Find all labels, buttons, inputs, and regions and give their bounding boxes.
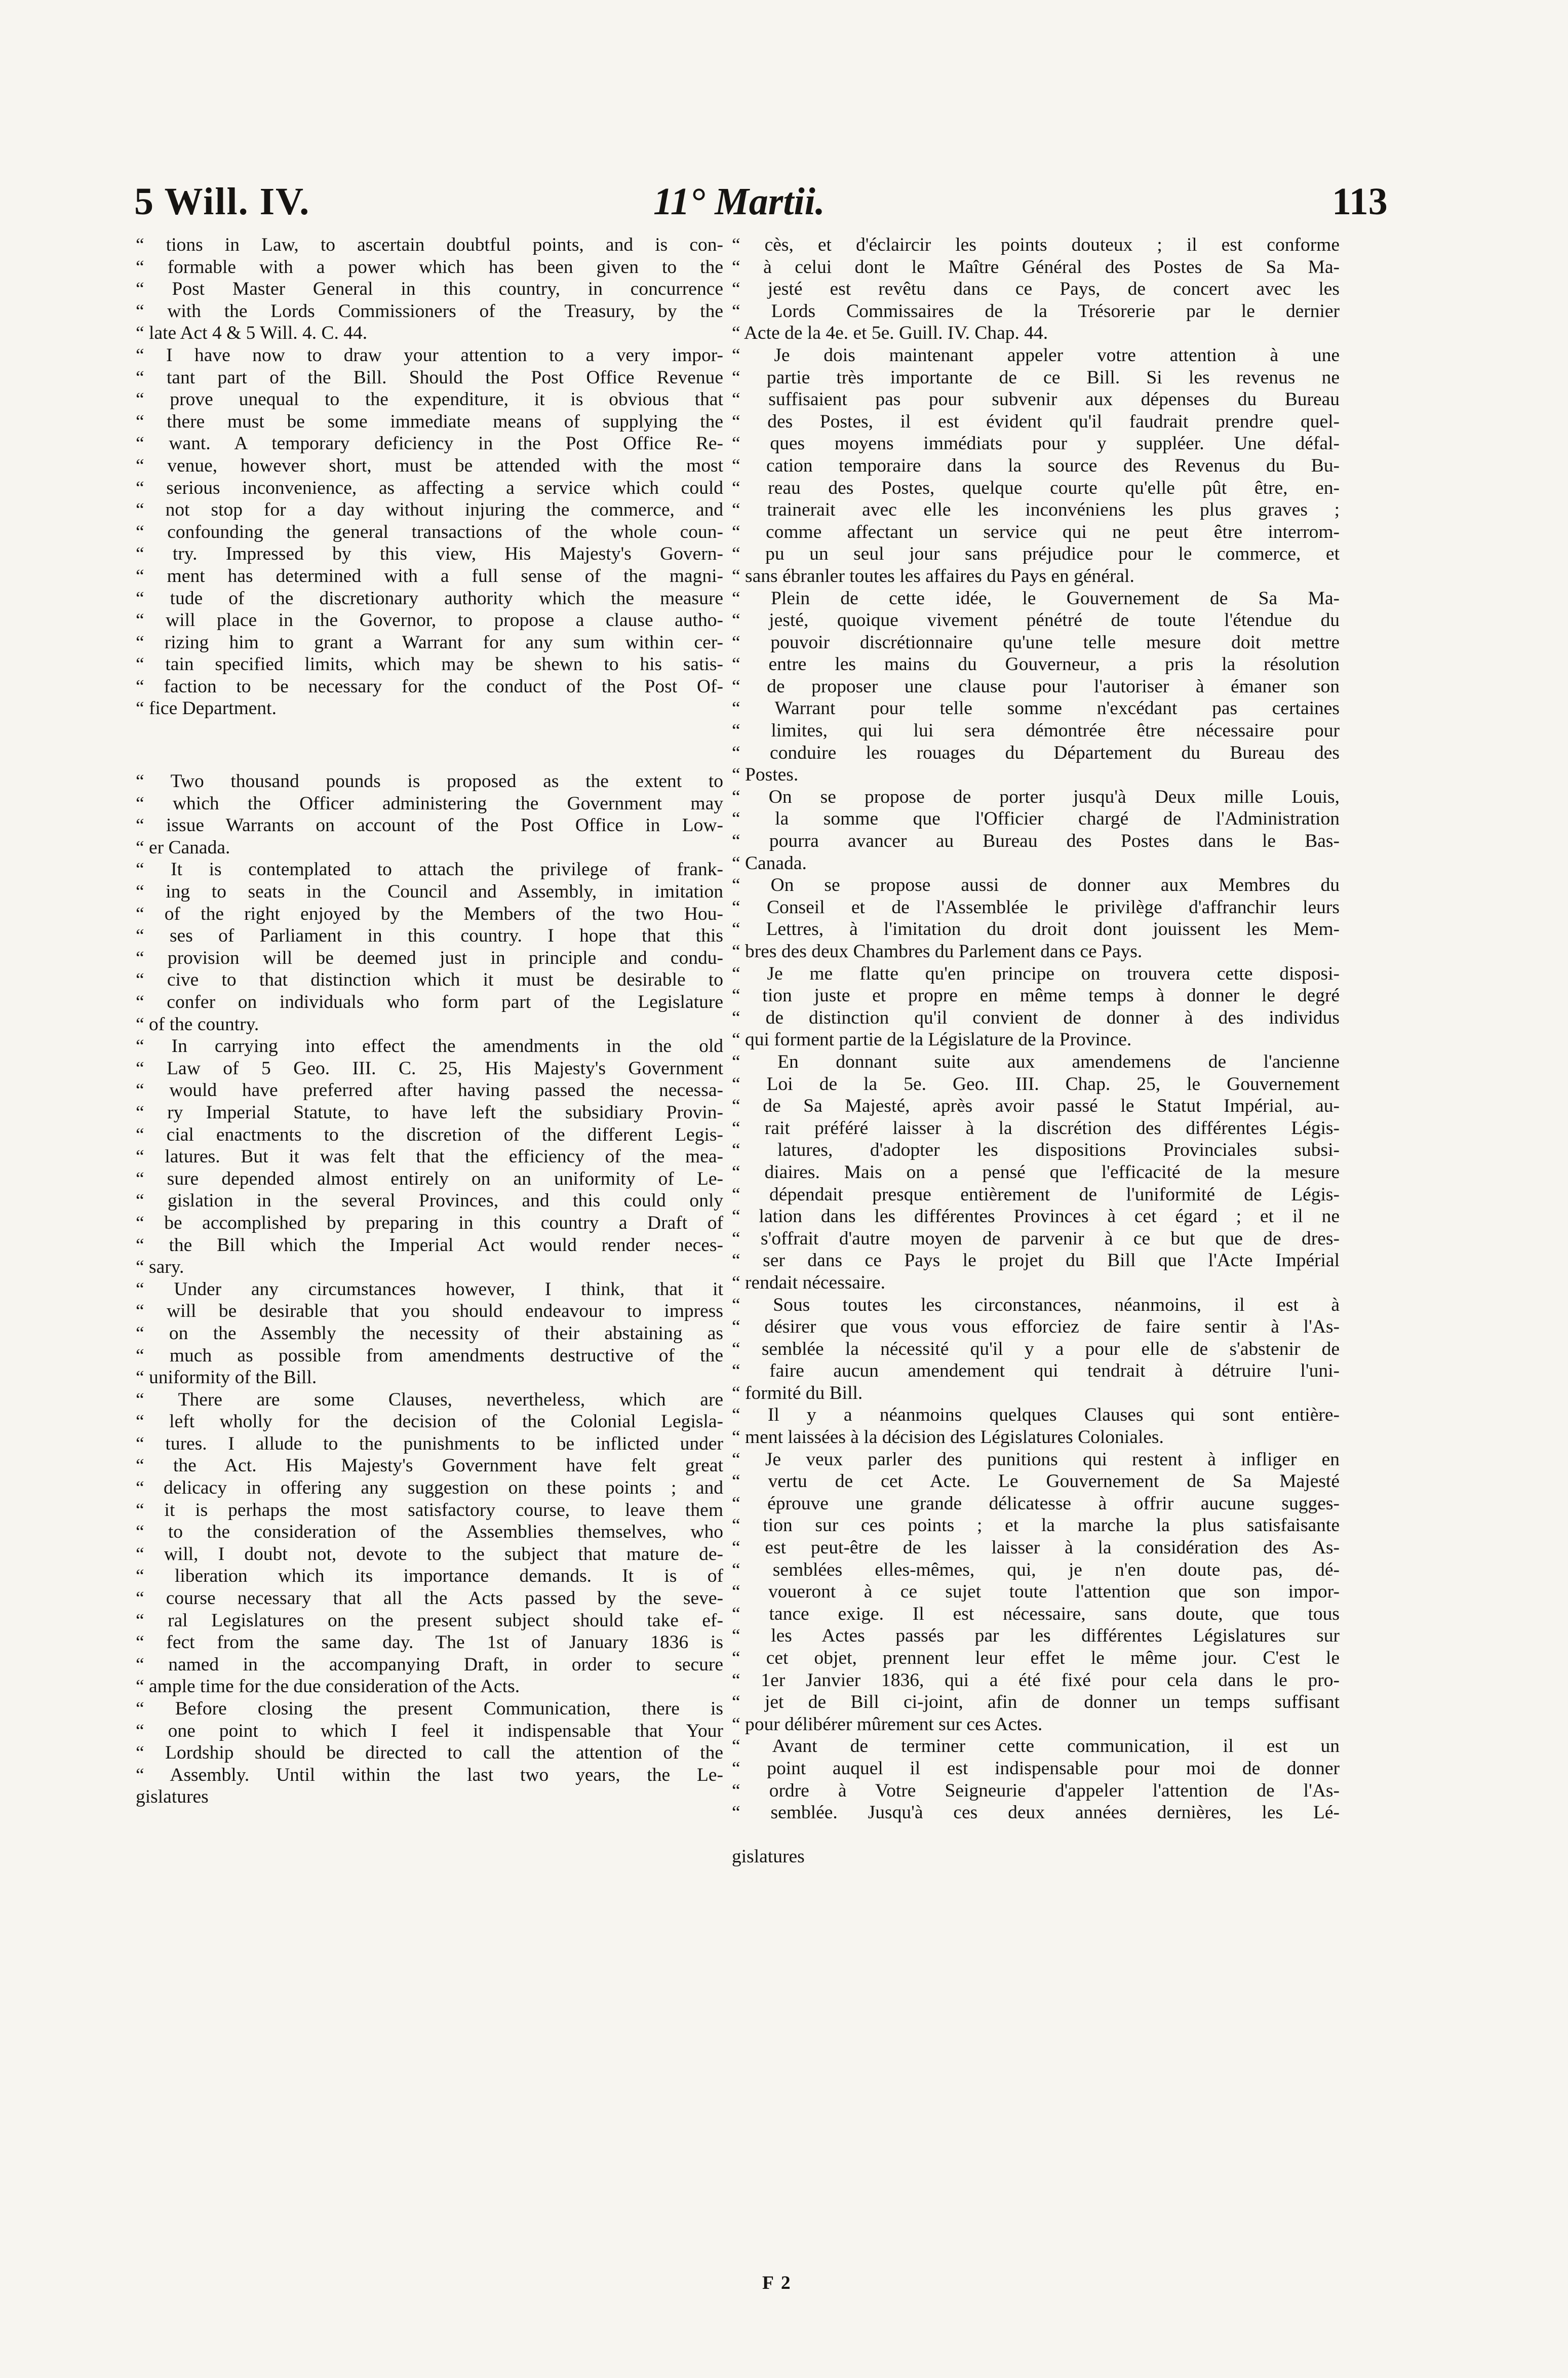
text-line: “ confer on individuals who form part of the Legislature xyxy=(136,992,723,1012)
text-line: “ Je me flatte qu'en principe on trouvera cette disposi- xyxy=(732,963,1340,984)
text-line: “ cet objet, prennent leur effet le même jour. C'est le xyxy=(732,1648,1340,1668)
text-line: “ tions in Law, to ascertain doubtful points, and is con- xyxy=(136,235,723,255)
text-line: “ would have preferred after having passed the necessa- xyxy=(136,1080,723,1101)
text-line: “ Conseil et de l'Assemblée le privilège d'affranchir leurs xyxy=(732,896,1340,918)
text-line: “ It is contemplated to attach the privilege of frank- xyxy=(136,859,723,880)
text-line: “ the Act. His Majesty's Government have felt great xyxy=(136,1455,723,1476)
text-line: “ venue, however short, must be attended with the most xyxy=(136,455,723,476)
text-line: “ er Canada. xyxy=(136,837,230,858)
text-line: “ ses of Parliament in this country. I hope that this xyxy=(136,925,723,947)
text-line: “ les Actes passés par les différentes Législatures sur xyxy=(732,1625,1340,1647)
text-line: “ liberation which its importance demands. It is of xyxy=(136,1566,723,1587)
text-line: “ uniformity of the Bill. xyxy=(136,1367,317,1388)
text-line: “ la somme que l'Officier chargé de l'Administration xyxy=(732,808,1340,830)
text-line: “ course necessary that all the Acts passed by the seve- xyxy=(136,1588,723,1609)
text-line: “ the Bill which the Imperial Act would render neces- xyxy=(136,1234,723,1256)
text-line: “ éprouve une grande délicatesse à offrir aucune sugges- xyxy=(732,1493,1340,1514)
text-line: “ ordre à Votre Seigneurie d'appeler l'attention de l'As- xyxy=(732,1780,1340,1801)
text-line: “ conduire les rouages du Département du Bureau des xyxy=(732,742,1340,763)
text-line: “ provision will be deemed just in principle and condu- xyxy=(136,947,723,968)
text-line: “ reau des Postes, quelque courte qu'elle pût être, en- xyxy=(732,477,1340,498)
text-line: “ de proposer une clause pour l'autoriser à émaner son xyxy=(732,676,1340,697)
text-line: “ of the country. xyxy=(136,1013,259,1035)
text-line: “ of the right enjoyed by the Members of the two Hou- xyxy=(136,903,723,924)
text-line: “ sans ébranler toutes les affaires du Pays en général. xyxy=(732,565,1134,587)
text-line: “ ry Imperial Statute, to have left the subsidiary Provin- xyxy=(136,1102,723,1123)
text-line: “ Before closing the present Communication, there is xyxy=(136,1698,723,1719)
text-line: “ fect from the same day. The 1st of January 1836 is xyxy=(136,1632,723,1653)
text-line: “ vertu de cet Acte. Le Gouvernement de Sa Majesté xyxy=(732,1471,1340,1492)
text-line: “ it is perhaps the most satisfactory course, to leave them xyxy=(136,1499,723,1521)
text-line: “ formable with a power which has been given to the xyxy=(136,256,723,278)
regnal-year: 5 Will. IV. xyxy=(134,180,310,223)
text-line: “ Acte de la 4e. et 5e. Guill. IV. Chap. 44. xyxy=(732,323,1048,344)
text-line: “ tion sur ces points ; et la marche la plus satisfaisante xyxy=(732,1515,1340,1536)
text-line: “ partie très importante de ce Bill. Si les revenus ne xyxy=(732,367,1340,388)
text-line: “ latures, d'adopter les dispositions Provinciales subsi- xyxy=(732,1140,1340,1161)
french-column xyxy=(732,234,1340,1868)
text-line: “ Assembly. Until within the last two years, the Le- xyxy=(136,1764,723,1785)
text-line: “ There are some Clauses, nevertheless, which are xyxy=(136,1389,723,1410)
text-line: “ pouvoir discrétionnaire qu'une telle mesure doit mettre xyxy=(732,632,1340,653)
text-line: “ tain specified limits, which may be shewn to his satis- xyxy=(136,654,723,675)
text-line: “ to the consideration of the Assemblies themselves, who xyxy=(136,1522,723,1543)
text-line: “ qui forment partie de la Législature de la Province. xyxy=(732,1029,1132,1050)
english-column xyxy=(136,234,723,1808)
text-line: “ Avant de terminer cette communication, il est un xyxy=(732,1736,1340,1757)
text-line: “ pour délibérer mûrement sur ces Actes. xyxy=(732,1713,1043,1735)
text-line: “ cès, et d'éclaircir les points douteux ; il est conforme xyxy=(732,235,1340,255)
text-line: “ left wholly for the decision of the Colonial Legisla- xyxy=(136,1411,723,1432)
text-line: “ Warrant pour telle somme n'excédant pas certaines xyxy=(732,698,1340,719)
text-line: “ will be desirable that you should endeavour to impress xyxy=(136,1301,723,1322)
text-line: “ point auquel il est indispensable pour moi de donner xyxy=(732,1758,1340,1779)
text-line: “ Law of 5 Geo. III. C. 25, His Majesty's Government xyxy=(136,1058,723,1079)
text-line: “ pourra avancer au Bureau des Postes dans le Bas- xyxy=(732,831,1340,852)
text-line: “ comme affectant un service qui ne peut être interrom- xyxy=(732,521,1340,542)
text-line: “ tant part of the Bill. Should the Post Office Revenue xyxy=(136,367,723,388)
text-line: “ désirer que vous vous efforciez de faire sentir à l'As- xyxy=(732,1316,1340,1338)
text-line: “ be accomplished by preparing in this country a Draft of xyxy=(136,1212,723,1233)
text-line: “ faction to be necessary for the conduct of the Post Of- xyxy=(136,676,723,697)
text-line: “ cive to that distinction which it must be desirable to xyxy=(136,969,723,991)
text-line: “ rizing him to grant a Warrant for any sum within cer- xyxy=(136,632,723,653)
text-line: “ try. Impressed by this view, His Majesty's Govern- xyxy=(136,543,723,565)
text-line: “ suffisaient pas pour subvenir aux dépenses du Bureau xyxy=(732,389,1340,410)
text-line: “ gislation in the several Provinces, and this could only xyxy=(136,1190,723,1212)
text-line: “ I have now to draw your attention to a very impor- xyxy=(136,344,723,366)
text-line: “ on the Assembly the necessity of their abstaining as xyxy=(136,1322,723,1344)
text-line: “ latures. But it was felt that the efficiency of the mea- xyxy=(136,1146,723,1167)
text-line: “ tion juste et propre en même temps à donner le degré xyxy=(732,985,1340,1006)
text-line: gislatures xyxy=(136,1786,209,1808)
text-line: “ serious inconvenience, as affecting a service which could xyxy=(136,477,723,498)
session-date: 11° Martii. xyxy=(653,180,825,223)
text-line: “ pu un seul jour sans préjudice pour le commerce, et xyxy=(732,543,1340,565)
text-line: “ jesté, quoique vivement pénétré de toute l'étendue du xyxy=(732,610,1340,631)
text-line: “ lation dans les différentes Provinces à cet égard ; et il ne xyxy=(732,1206,1340,1227)
text-line: “ tance exige. Il est nécessaire, sans doute, que tous xyxy=(732,1603,1340,1624)
text-line: “ ment has determined with a full sense of the magni- xyxy=(136,565,723,587)
text-line: “ rait préféré laisser à la discrétion des différentes Légis- xyxy=(732,1117,1340,1139)
text-line: “ formité du Bill. xyxy=(732,1382,863,1404)
text-line: “ Canada. xyxy=(732,852,807,874)
text-line: “ s'offrait d'autre moyen de parvenir à ce but que de dres- xyxy=(732,1228,1340,1249)
text-line: “ Post Master General in this country, in concurrence xyxy=(136,279,723,300)
text-line: “ confounding the general transactions of the whole coun- xyxy=(136,521,723,542)
text-line: “ late Act 4 & 5 Will. 4. C. 44. xyxy=(136,323,368,344)
text-line: “ jet de Bill ci-joint, afin de donner un temps suffisant xyxy=(732,1692,1340,1713)
text-line: “ de distinction qu'il convient de donner à des individus xyxy=(732,1007,1340,1028)
text-line: “ On se propose aussi de donner aux Membres du xyxy=(732,875,1340,896)
text-line: “ jesté est revêtu dans ce Pays, de concert avec les xyxy=(732,279,1340,300)
text-line: “ dépendait presque entièrement de l'uniformité de Légis- xyxy=(732,1184,1340,1205)
text-line: “ semblée. Jusqu'à ces deux années dernières, les Lé- xyxy=(732,1802,1340,1823)
text-line: “ trainerait avec elle les inconvéniens les plus graves ; xyxy=(732,499,1340,521)
text-line: “ à celui dont le Maître Général des Postes de Sa Ma- xyxy=(732,256,1340,278)
text-line: gislatures xyxy=(732,1846,805,1867)
text-line: “ which the Officer administering the Government may xyxy=(136,793,723,814)
text-line: “ want. A temporary deficiency in the Post Office Re- xyxy=(136,433,723,454)
text-line: “ sary. xyxy=(136,1257,184,1278)
text-line: “ 1er Janvier 1836, qui a été fixé pour cela dans le pro- xyxy=(732,1669,1340,1691)
text-line: “ issue Warrants on account of the Post Office in Low- xyxy=(136,815,723,836)
text-line: “ En donnant suite aux amendemens de l'ancienne xyxy=(732,1051,1340,1072)
text-line: “ cation temporaire dans la source des Revenus du Bu- xyxy=(732,455,1340,476)
text-line: “ prove unequal to the expenditure, it is obvious that xyxy=(136,389,723,410)
text-line: “ ser dans ce Pays le projet du Bill que l'Acte Impérial xyxy=(732,1250,1340,1271)
text-line: “ Under any circumstances however, I think, that it xyxy=(136,1278,723,1300)
text-line: “ ample time for the due consideration of the Acts. xyxy=(136,1676,520,1697)
text-line: “ Je veux parler des punitions qui restent à infliger en xyxy=(732,1449,1340,1470)
text-line: “ with the Lords Commissioners of the Treasury, by the xyxy=(136,300,723,322)
text-line: “ ment laissées à la décision des Législatures Coloniales. xyxy=(732,1427,1164,1448)
text-line: “ de Sa Majesté, après avoir passé le Statut Impérial, au- xyxy=(732,1096,1340,1117)
text-line: “ fice Department. xyxy=(136,698,277,719)
text-line: “ much as possible from amendments destructive of the xyxy=(136,1345,723,1366)
text-line: “ In carrying into effect the amendments in the old xyxy=(136,1036,723,1057)
text-line: “ des Postes, il est évident qu'il faudrait prendre quel- xyxy=(732,411,1340,432)
text-line: “ tude of the discretionary authority which the measure xyxy=(136,588,723,609)
text-line: “ Loi de la 5e. Geo. III. Chap. 25, le Gouvernement xyxy=(732,1073,1340,1095)
page-number: 113 xyxy=(1332,180,1388,223)
text-line: “ Lords Commissaires de la Trésorerie par le dernier xyxy=(732,300,1340,322)
text-line: “ tures. I allude to the punishments to be inflicted under xyxy=(136,1433,723,1454)
text-line: “ will place in the Governor, to propose a clause autho- xyxy=(136,610,723,631)
text-line: “ there must be some immediate means of supplying the xyxy=(136,411,723,432)
text-line: “ ral Legislatures on the present subject should take ef- xyxy=(136,1610,723,1631)
text-line: “ voueront à ce sujet toute l'attention que son impor- xyxy=(732,1581,1340,1603)
text-line: “ named in the accompanying Draft, in order to secure xyxy=(136,1654,723,1675)
text-line: “ entre les mains du Gouverneur, a pris la résolution xyxy=(732,654,1340,675)
text-line: “ will, I doubt not, devote to the subject that mature de- xyxy=(136,1543,723,1565)
text-line: “ limites, qui lui sera démontrée être nécessaire pour xyxy=(732,720,1340,742)
text-line: “ Je dois maintenant appeler votre attention à une xyxy=(732,344,1340,366)
text-line: “ semblée la nécessité qu'il y a pour elle de s'abstenir de xyxy=(732,1338,1340,1359)
text-line: “ Il y a néanmoins quelques Clauses qui sont entière- xyxy=(732,1405,1340,1426)
text-line: “ Sous toutes les circonstances, néanmoins, il est à xyxy=(732,1294,1340,1315)
text-line: “ On se propose de porter jusqu'à Deux mille Louis, xyxy=(732,786,1340,807)
text-line: “ Postes. xyxy=(732,764,799,786)
text-line: “ rendait nécessaire. xyxy=(732,1272,885,1293)
text-line: “ semblées elles-mêmes, qui, je n'en doute pas, dé- xyxy=(732,1559,1340,1580)
text-line: “ delicacy in offering any suggestion on these points ; and xyxy=(136,1477,723,1499)
text-line: “ Lordship should be directed to call the attention of the xyxy=(136,1742,723,1764)
text-line xyxy=(136,720,723,770)
text-line: “ diaires. Mais on a pensé que l'efficacité de la mesure xyxy=(732,1161,1340,1183)
text-line: “ Two thousand pounds is proposed as the extent to xyxy=(136,771,723,792)
text-line: “ bres des deux Chambres du Parlement dans ce Pays. xyxy=(732,941,1143,962)
text-line: “ one point to which I feel it indispensable that Your xyxy=(136,1720,723,1741)
signature-mark: F 2 xyxy=(762,2273,792,2293)
text-line: “ ing to seats in the Council and Assembly, in imitation xyxy=(136,881,723,903)
text-line: “ sure depended almost entirely on an uniformity of Le- xyxy=(136,1168,723,1189)
text-line: “ cial enactments to the discretion of the different Legis- xyxy=(136,1124,723,1145)
text-line: “ est peut-être de les laisser à la considération des As- xyxy=(732,1537,1340,1558)
page-header xyxy=(0,180,1568,236)
text-line: “ faire aucun amendement qui tendrait à détruire l'uni- xyxy=(732,1360,1340,1382)
text-line: “ Lettres, à l'imitation du droit dont jouissent les Mem- xyxy=(732,919,1340,940)
text-line: “ not stop for a day without injuring the commerce, and xyxy=(136,499,723,521)
text-line: “ Plein de cette idée, le Gouvernement de Sa Ma- xyxy=(732,588,1340,609)
text-line: “ ques moyens immédiats pour y suppléer. Une défal- xyxy=(732,433,1340,454)
